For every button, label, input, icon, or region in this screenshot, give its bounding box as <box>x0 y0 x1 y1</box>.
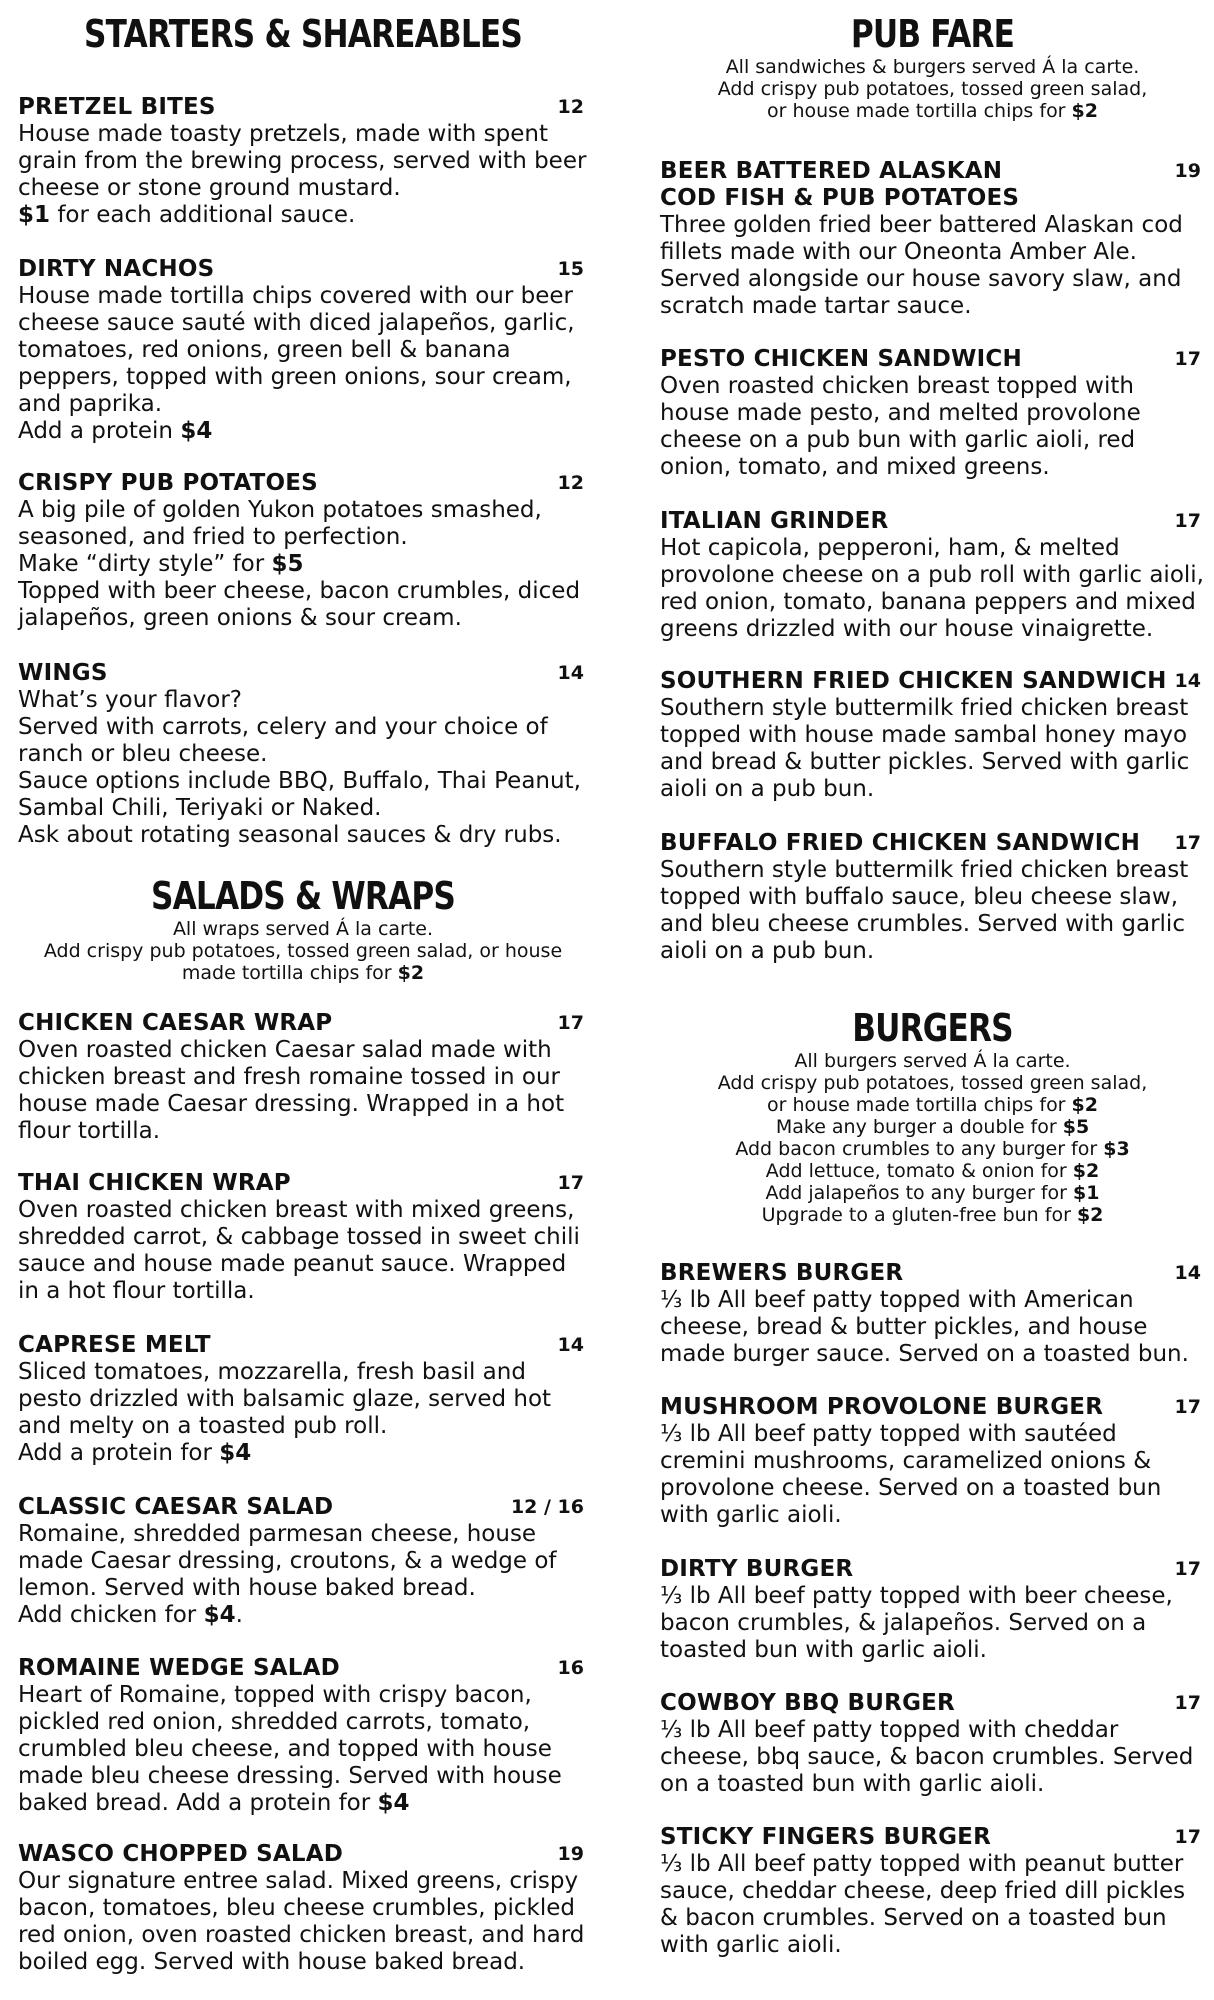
item-extra: Make “dirty style” for <box>18 551 272 577</box>
menu-item <box>18 1170 588 1305</box>
section-note: or house made tortilla chips for <box>767 1094 1072 1116</box>
section-note: Add bacon crumbles to any burger for <box>735 1138 1104 1160</box>
menu-item <box>660 1824 1205 1959</box>
item-price: 17 <box>557 1012 584 1034</box>
menu-item <box>660 158 1205 320</box>
item-description: ⅓ lb All beef patty topped with peanut butter sauce, cheddar cheese, deep fried dill pickles & bacon crumbles. Served on a toasted bun with garlic aioli. <box>660 1851 1186 1958</box>
item-description: Served with carrots, celery and your choice of ranch or bleu cheese. <box>18 714 548 767</box>
menu-item <box>660 830 1205 965</box>
item-description: Oven roasted chicken breast with mixed greens, shredded carrot, & cabbage tossed in sweet chili sauce and house made peanut sauce. Wrapped in a hot flour tortilla. <box>18 1197 580 1304</box>
price-extra: $4 <box>219 1440 252 1466</box>
section-note: All burgers served Á la carte. <box>794 1050 1071 1072</box>
item-price: 14 <box>1174 1262 1201 1284</box>
item-description: Southern style buttermilk fried chicken breast topped with buffalo sauce, bleu cheese slaw, and bleu cheese crumbles. Served with garlic aioli on a pub bun. <box>660 857 1189 964</box>
item-name: MUSHROOM PROVOLONE BURGER <box>660 1394 1104 1420</box>
item-description: Romaine, shredded parmesan cheese, house made Caesar dressing, croutons, & a wedge of lemon. Served with house baked bread. <box>18 1521 557 1601</box>
item-price: 16 <box>557 1657 584 1679</box>
item-name: ITALIAN GRINDER <box>660 508 889 534</box>
menu-item <box>660 508 1205 643</box>
item-description: House made tortilla chips covered with our beer cheese sauce sauté with diced jalapeños, garlic, tomatoes, red onions, green bell & banana peppers, topped with green onions, sour cream, and paprika. <box>18 283 575 417</box>
starters-section <box>18 12 588 56</box>
item-description: Sliced tomatoes, mozzarella, fresh basil and pesto drizzled with balsamic glaze, served hot and melty on a toasted pub roll. <box>18 1359 552 1439</box>
section-title: BURGERS <box>852 1006 1013 1050</box>
item-extra: . <box>235 1602 243 1628</box>
item-extra: for each additional sauce. <box>50 202 356 228</box>
item-price: 12 / 16 <box>510 1496 584 1518</box>
item-description: Our signature entree salad. Mixed greens, crispy bacon, tomatoes, bleu cheese crumbles, pickled red onion, oven roasted chicken breast, and hard boiled egg. Served with house baked bread. <box>18 1868 585 1975</box>
menu-item <box>18 1332 588 1467</box>
item-description: A big pile of golden Yukon potatoes smashed, seasoned, and fried to perfection. <box>18 497 542 550</box>
pub-fare-section <box>660 12 1205 122</box>
item-description: Southern style buttermilk fried chicken breast topped with house made sambal honey mayo and bread & butter pickles. Served with garlic aioli on a pub bun. <box>660 695 1190 802</box>
item-name: STICKY FINGERS BURGER <box>660 1824 991 1850</box>
burgers-section <box>660 1006 1205 1226</box>
item-price: 17 <box>1174 1396 1201 1418</box>
item-name: DIRTY BURGER <box>660 1556 854 1582</box>
item-name: CHICKEN CAESAR WRAP <box>18 1010 333 1036</box>
item-price: 17 <box>1174 1826 1201 1848</box>
section-title: SALADS & WRAPS <box>151 874 455 918</box>
item-description: ⅓ lb All beef patty topped with beer cheese, bacon crumbles, & jalapeños. Served on a toasted bun with garlic aioli. <box>660 1583 1173 1663</box>
price-extra: $4 <box>180 418 213 444</box>
section-note: Add crispy pub potatoes, tossed green salad, <box>717 1072 1148 1094</box>
price-extra: $2 <box>1072 1160 1100 1182</box>
menu-item <box>18 1010 588 1145</box>
salads-section <box>18 874 588 984</box>
item-description: ⅓ lb All beef patty topped with cheddar cheese, bbq sauce, & bacon crumbles. Served on a toasted bun with garlic aioli. <box>660 1717 1194 1797</box>
item-name: PESTO CHICKEN SANDWICH <box>660 346 1022 372</box>
menu-item <box>18 470 588 632</box>
item-name: CAPRESE MELT <box>18 1332 211 1358</box>
item-name: PRETZEL BITES <box>18 94 216 120</box>
item-description: What’s your flavor? <box>18 687 242 713</box>
item-price: 17 <box>1174 1558 1201 1580</box>
menu-item <box>660 1690 1205 1798</box>
item-name: ROMAINE WEDGE SALAD <box>18 1655 340 1681</box>
item-name: CLASSIC CAESAR SALAD <box>18 1494 334 1520</box>
item-name: WINGS <box>18 660 108 686</box>
item-name: BREWERS BURGER <box>660 1260 904 1286</box>
menu-item <box>660 1260 1205 1368</box>
section-note: Add crispy pub potatoes, tossed green salad, <box>717 78 1148 100</box>
section-title: STARTERS & SHAREABLES <box>84 12 522 56</box>
menu-item <box>18 1494 588 1629</box>
item-extra: Add a protein <box>18 418 181 444</box>
item-price: 14 <box>1174 670 1201 692</box>
item-price: 17 <box>1174 1692 1201 1714</box>
item-name: DIRTY NACHOS <box>18 256 215 282</box>
menu-item <box>18 256 588 445</box>
item-description: Heart of Romaine, topped with crispy bacon, pickled red onion, shredded carrots, tomato, crumbled bleu cheese, and topped with house made bleu cheese dressing. Served with house baked bread. Add a protein for <box>18 1682 562 1816</box>
price-extra: $5 <box>1062 1116 1090 1138</box>
item-price: 17 <box>1174 348 1201 370</box>
section-note: Add jalapeños to any burger for <box>765 1182 1073 1204</box>
item-price: 17 <box>1174 832 1201 854</box>
item-description: Hot capicola, pepperoni, ham, & melted provolone cheese on a pub roll with garlic aioli, red onion, tomato, banana peppers and mixed greens drizzled with our house vinaigrette. <box>660 535 1204 642</box>
price-extra: $5 <box>271 551 304 577</box>
price-extra: $2 <box>1071 1094 1098 1116</box>
price-extra: $1 <box>1073 1182 1100 1204</box>
item-price: 19 <box>557 1843 584 1865</box>
item-price: 14 <box>557 1334 584 1356</box>
item-name: BEER BATTERED ALASKAN COD FISH & PUB POTATOES <box>660 158 1020 211</box>
price-extra: $2 <box>397 962 425 984</box>
item-description: Oven roasted chicken breast topped with house made pesto, and melted provolone cheese on a pub bun with garlic aioli, red onion, tomato, and mixed greens. <box>660 373 1141 480</box>
section-note: Make any burger a double for <box>775 1116 1063 1138</box>
menu-item <box>18 660 588 849</box>
section-note: Upgrade to a gluten-free bun for <box>761 1204 1077 1226</box>
item-price: 15 <box>557 258 584 280</box>
section-note: or house made tortilla chips for <box>767 100 1072 122</box>
menu-item <box>18 1655 588 1817</box>
item-price: 17 <box>557 1172 584 1194</box>
price-extra: $2 <box>1071 100 1098 122</box>
menu-item <box>660 1556 1205 1664</box>
item-price: 19 <box>1174 160 1201 182</box>
item-extra: Add a protein for <box>18 1440 220 1466</box>
price-extra: $1 <box>18 202 51 228</box>
menu-item <box>660 1394 1205 1529</box>
item-description: Ask about rotating seasonal sauces & dry rubs. <box>18 822 562 848</box>
price-extra: $4 <box>377 1790 410 1816</box>
section-note: All sandwiches & burgers served Á la carte. <box>725 56 1140 78</box>
item-description: ⅓ lb All beef patty topped with American cheese, bread & butter pickles, and house made burger sauce. Served on a toasted bun. <box>660 1287 1189 1367</box>
item-name: CRISPY PUB POTATOES <box>18 470 318 496</box>
item-name: THAI CHICKEN WRAP <box>18 1170 291 1196</box>
item-price: 12 <box>557 472 584 494</box>
menu-item <box>18 94 588 229</box>
section-note: Add lettuce, tomato & onion for <box>765 1160 1073 1182</box>
item-description: Oven roasted chicken Caesar salad made with chicken breast and fresh romaine tossed in our house made Caesar dressing. Wrapped in a hot flour tortilla. <box>18 1037 565 1144</box>
item-description: Three golden fried beer battered Alaskan cod fillets made with our Oneonta Amber Ale. Served alongside our house savory slaw, and scratch made tartar sauce. <box>660 212 1183 319</box>
item-description: ⅓ lb All beef patty topped with sautéed cremini mushrooms, caramelized onions & provolone cheese. Served on a toasted bun with garlic aioli. <box>660 1421 1162 1528</box>
item-extra: Add chicken for <box>18 1602 204 1628</box>
menu-item <box>660 668 1205 803</box>
item-price: 17 <box>1174 510 1201 532</box>
price-extra: $4 <box>203 1602 236 1628</box>
price-extra: $3 <box>1103 1138 1130 1160</box>
menu-item <box>18 1841 588 1976</box>
section-title: PUB FARE <box>850 12 1015 56</box>
item-name: COWBOY BBQ BURGER <box>660 1690 955 1716</box>
item-name: BUFFALO FRIED CHICKEN SANDWICH <box>660 830 1141 856</box>
item-price: 12 <box>557 96 584 118</box>
item-description: House made toasty pretzels, made with spent grain from the brewing process, served with beer cheese or stone ground mustard. <box>18 121 587 201</box>
item-price: 14 <box>557 662 584 684</box>
section-note: Add crispy pub potatoes, tossed green salad, or house made tortilla chips for <box>43 940 563 984</box>
menu-item <box>660 346 1205 481</box>
item-description: Topped with beer cheese, bacon crumbles, diced jalapeños, green onions & sour cream. <box>18 578 581 631</box>
item-name: SOUTHERN FRIED CHICKEN SANDWICH <box>660 668 1167 694</box>
item-description: Sauce options include BBQ, Buffalo, Thai Peanut, Sambal Chili, Teriyaki or Naked. <box>18 768 581 821</box>
price-extra: $2 <box>1076 1204 1104 1226</box>
item-name: WASCO CHOPPED SALAD <box>18 1841 344 1867</box>
section-note: All wraps served Á la carte. <box>172 918 434 940</box>
